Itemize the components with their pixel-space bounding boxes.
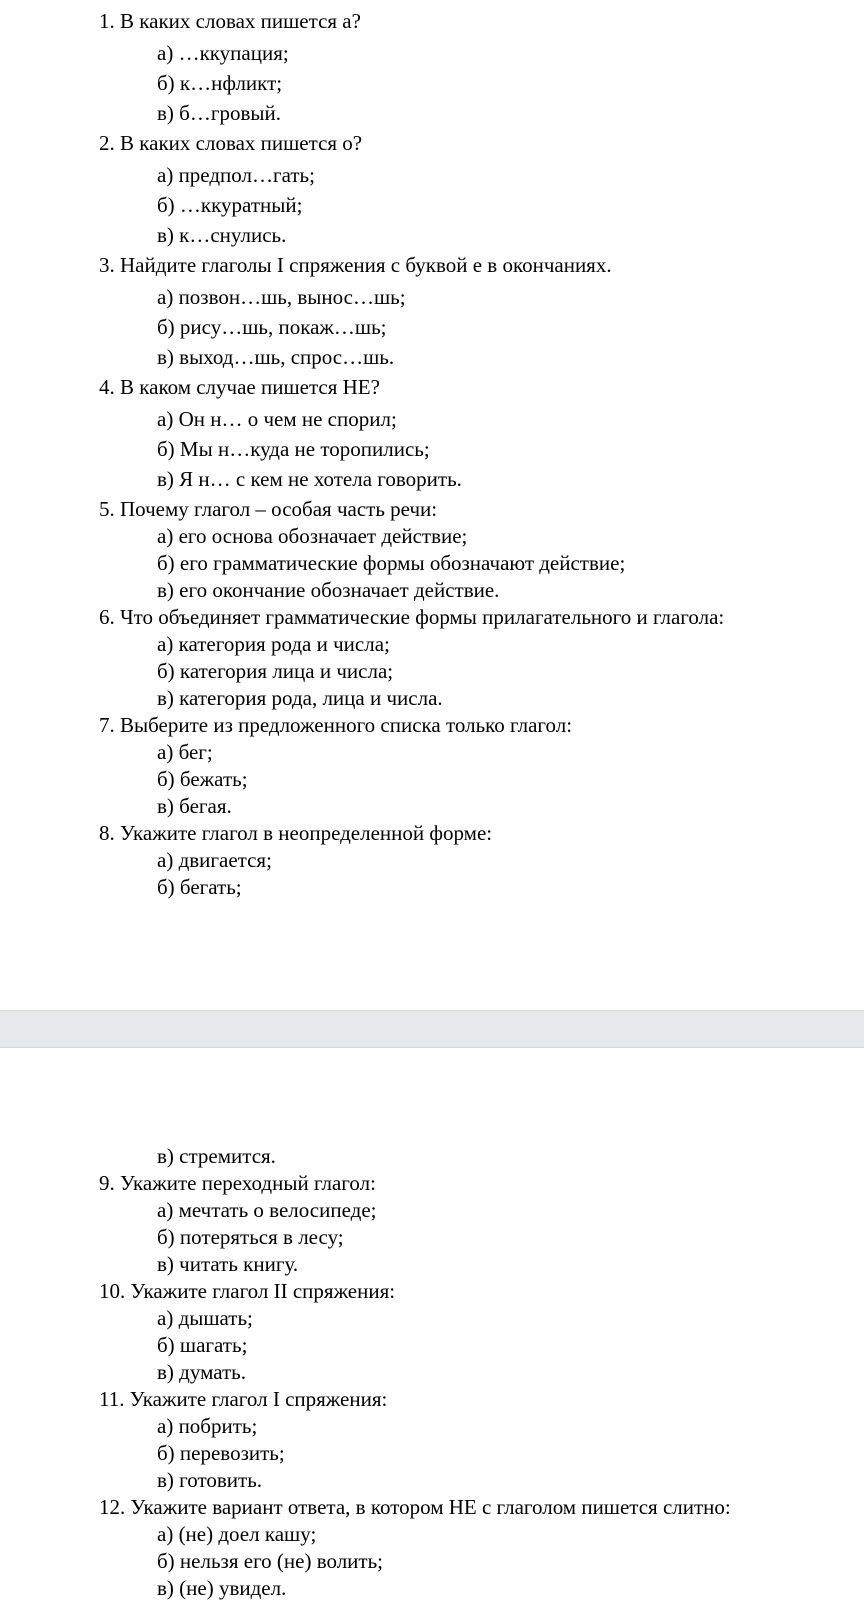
question-9: 9. Укажите переходный глагол: — [99, 1171, 376, 1195]
question-11-option-b: б) перевозить; — [157, 1441, 285, 1465]
question-4-option-a: а) Он н… о чем не спорил; — [157, 407, 397, 431]
page-separator — [0, 1010, 864, 1048]
question-5-option-b: б) его грамматические формы обозначают действие; — [157, 551, 626, 575]
question-2-option-c: в) к…снулись. — [157, 223, 287, 247]
question-11: 11. Укажите глагол I спряжения: — [99, 1387, 388, 1411]
question-1-option-c: в) б…гровый. — [157, 101, 281, 125]
question-11-option-a: а) побрить; — [157, 1414, 258, 1438]
question-3-option-a: а) позвон…шь, вынос…шь; — [157, 285, 406, 309]
question-2: 2. В каких словах пишется о? — [99, 131, 363, 155]
question-6-option-a: а) категория рода и числа; — [157, 632, 390, 656]
question-8-option-b: б) бегать; — [157, 875, 242, 899]
question-9-option-b: б) потеряться в лесу; — [157, 1225, 344, 1249]
question-2-option-a: а) предпол…гать; — [157, 163, 315, 187]
question-10-option-c: в) думать. — [157, 1360, 246, 1384]
question-6: 6. Что объединяет грамматические формы прилагательного и глагола: — [99, 605, 725, 629]
question-7-option-c: в) бегая. — [157, 794, 232, 818]
question-8: 8. Укажите глагол в неопределенной форме: — [99, 821, 493, 845]
document-page-2 — [0, 1048, 864, 1623]
question-1: 1. В каких словах пишется а? — [99, 9, 361, 33]
question-12-option-a: а) (не) доел кашу; — [157, 1522, 317, 1546]
question-9-option-a: а) мечтать о велосипеде; — [157, 1198, 377, 1222]
question-12-option-c: в) (не) увидел. — [157, 1576, 287, 1600]
question-6-option-c: в) категория рода, лица и числа. — [157, 686, 443, 710]
question-10-option-a: а) дышать; — [157, 1306, 253, 1330]
question-7: 7. Выберите из предложенного списка только глагол: — [99, 713, 573, 737]
question-3: 3. Найдите глаголы I спряжения с буквой е в окончаниях. — [99, 253, 612, 277]
question-3-option-b: б) рису…шь, покаж…шь; — [157, 315, 387, 339]
question-4-option-b: б) Мы н…куда не торопились; — [157, 437, 430, 461]
question-5: 5. Почему глагол – особая часть речи: — [99, 497, 438, 521]
question-5-option-c: в) его окончание обозначает действие. — [157, 578, 500, 602]
question-12-option-b: б) нельзя его (не) волить; — [157, 1549, 384, 1573]
question-4-option-c: в) Я н… с кем не хотела говорить. — [157, 467, 462, 491]
question-10-option-b: б) шагать; — [157, 1333, 248, 1357]
question-6-option-b: б) категория лица и числа; — [157, 659, 394, 683]
question-1-option-b: б) к…нфликт; — [157, 71, 283, 95]
question-8-option-c: в) стремится. — [157, 1144, 276, 1168]
question-9-option-c: в) читать книгу. — [157, 1252, 299, 1276]
question-4: 4. В каком случае пишется НЕ? — [99, 375, 380, 399]
question-11-option-c: в) готовить. — [157, 1468, 263, 1492]
question-3-option-c: в) выход…шь, спрос…шь. — [157, 345, 395, 369]
question-7-option-a: а) бег; — [157, 740, 213, 764]
question-12: 12. Укажите вариант ответа, в котором НЕ с глаголом пишется слитно: — [99, 1495, 731, 1519]
question-10: 10. Укажите глагол II спряжения: — [99, 1279, 396, 1303]
question-8-option-a: а) двигается; — [157, 848, 272, 872]
question-1-option-a: а) …ккупация; — [157, 41, 289, 65]
question-2-option-b: б) …ккуратный; — [157, 193, 303, 217]
question-7-option-b: б) бежать; — [157, 767, 248, 791]
question-5-option-a: а) его основа обозначает действие; — [157, 524, 468, 548]
